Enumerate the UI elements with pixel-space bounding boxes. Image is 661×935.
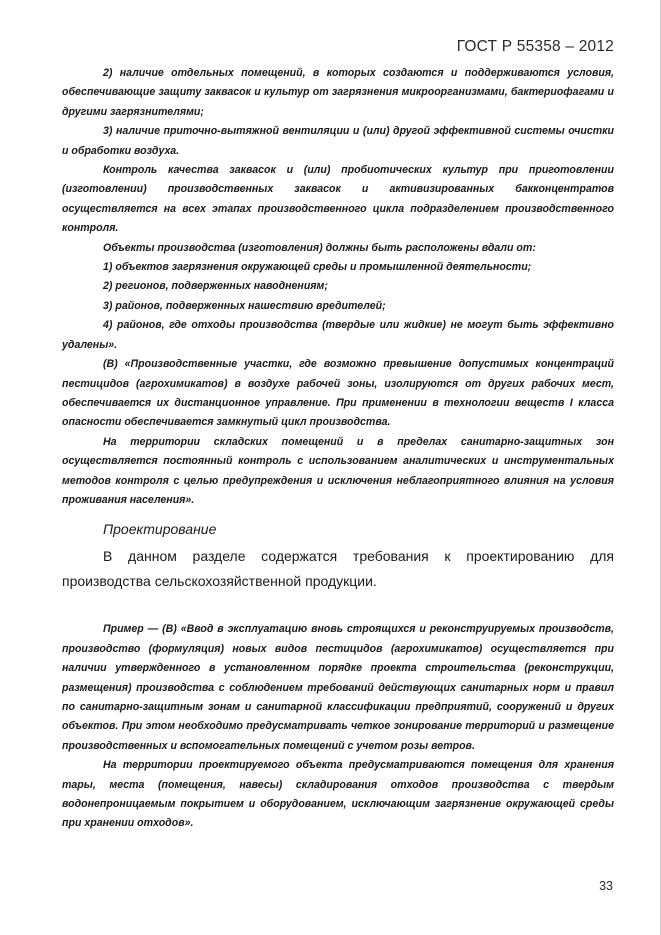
body-paragraph: 3) наличие приточно-вытяжной вентиляции и (или) другой эффективной системы очистки и обработки воздуха. [62, 125, 614, 157]
list-item: 2) регионов, подверженных наводнениям; [103, 280, 328, 293]
section-intro: В данном разделе содержатся требования к проектированию для производства сельскохозяйственной продукции. [62, 548, 614, 590]
body-paragraph: На территории проектируемого объекта предусматриваются помещения для хранения тары, места (помещения, навесы) складирования отходов производства с твердым водонепроницаемым покрытием и оборудованием, исключающим загрязнение окружающей среды при хранении отходов». [62, 759, 614, 830]
document-header: ГОСТ Р 55358 – 2012 [456, 38, 614, 55]
spacer [62, 594, 614, 620]
page-content [62, 64, 614, 834]
body-paragraph: На территории складских помещений и в пределах санитарно-защитных зон осуществляется постоянный контроль с использованием аналитических и инструментальных методов контроля с целью предупреждения и исключения неблагоприятного влияния на условия проживания населения». [62, 435, 614, 506]
example-paragraph: Пример — (В) «Ввод в эксплуатацию вновь строящихся и реконструируемых производств, производство (формуляция) новых видов пестицидов (агрохимикатов) осуществляется при наличии утвержденного в установленном порядке проекта строительства (реконструкции, размещения) производства с соблюдением требований действующих санитарных норм и правил по санитарно-защитным зонам и санитарной классификации предприятий, сооружений и других объектов. При этом необходимо предусматривать четкое зонирование территорий и размещение производственных и вспомогательных помещений с учетом розы ветров. [62, 623, 614, 752]
section-heading: Проектирование [103, 521, 217, 538]
list-item: 3) районов, подверженных нашествию вредителей; [103, 299, 386, 312]
list-item: 4) районов, где отходы производства (твердые или жидкие) не могут быть эффективно удалены». [62, 319, 614, 351]
list-item: 1) объектов загрязнения окружающей среды и промышленной деятельности; [103, 261, 532, 274]
body-paragraph: (В) «Производственные участки, где возможно превышение допустимых концентраций пестицидов (агрохимикатов) в воздухе рабочей зоны, изолируются от других рабочих мест, обеспечивается их дистанционное управление. При применении в технологии веществ I класса опасности обеспечивается замкнутый цикл производства. [62, 358, 614, 429]
body-paragraph: Контроль качества заквасок и (или) пробиотических культур при приготовлении (изготовлении) производственных заквасок и активизированных бакконцентратов осуществляется на всех этапах производственного цикла подразделением производственного контроля. [62, 164, 614, 235]
body-paragraph: 2) наличие отдельных помещений, в которых создаются и поддерживаются условия, обеспечивающие защиту заквасок и культур от загрязнения микроорганизмами, бактериофагами и другими загрязнителями; [62, 67, 614, 118]
page-number: 33 [599, 879, 613, 893]
body-paragraph: Объекты производства (изготовления) должны быть расположены вдали от: [103, 241, 536, 254]
